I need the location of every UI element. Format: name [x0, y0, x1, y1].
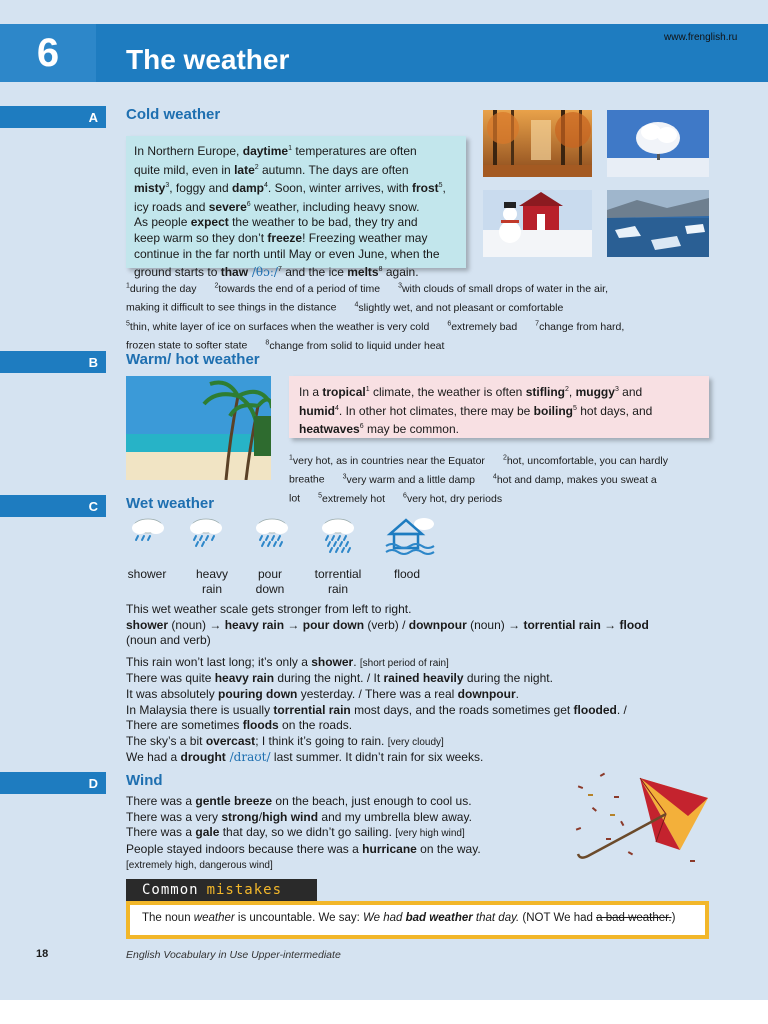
- gloss-entry: $^1$very hot, as in countries near the Equator: [289, 454, 485, 467]
- paragraph-line: keep warm so they don’t freeze! Freezing weather may: [134, 230, 428, 245]
- paragraph-line: In a tropical$^1$ climate, the weather is often stifling$^2$, muggy$^3$ and: [299, 385, 643, 399]
- paragraph-line: In Northern Europe, daytime$^1$ temperatures are often: [134, 144, 417, 158]
- section-a-title: Cold weather: [126, 106, 221, 123]
- common-mistakes-box: The noun weather is uncountable. We say: We had bad weather that day. (NOT We had a bad weather.): [126, 901, 709, 939]
- hot-weather-paragraph: [299, 382, 699, 438]
- common-mistakes-label-accent: mistakes: [206, 882, 283, 898]
- gloss-entry: $^2$hot, uncomfortable, you can hardly: [502, 454, 668, 467]
- gloss-line: [289, 488, 668, 507]
- scale-label: heavy rain: [195, 567, 229, 596]
- common-mistakes-tab: [126, 879, 317, 901]
- unit-title: The weather: [126, 44, 290, 75]
- section-c-tab: C: [0, 495, 106, 517]
- section-d-title: Wind: [126, 772, 163, 789]
- cold-weather-paragraph: [134, 141, 458, 281]
- paragraph-line: humid$^4$. In other hot climates, there may be boiling$^5$ hot days, and: [299, 403, 653, 418]
- section-a-tab: A: [0, 106, 106, 128]
- scale-label: pour down: [255, 567, 285, 596]
- text-line: There was a very strong/high wind and my umbrella blew away.: [126, 809, 472, 824]
- frosty-tree-photo: [607, 110, 709, 177]
- unit-header-bar: [0, 24, 768, 82]
- gloss-line: [126, 278, 624, 297]
- gloss-line: [289, 450, 668, 469]
- gloss-entry: $^6$very hot, dry periods: [403, 492, 503, 505]
- paragraph-line: continue in the far north until May or even June, when the: [134, 246, 440, 261]
- gloss-entry: frozen state to softer state: [126, 339, 248, 352]
- wet-weather-text: [126, 602, 649, 766]
- paragraph-line: quite mild, even in late$^2$ autumn. The days are often: [134, 162, 409, 177]
- scale-label: flood: [393, 567, 421, 581]
- paragraph-line: heatwaves$^6$ may be common.: [299, 422, 459, 437]
- gloss-entry: breathe: [289, 473, 325, 486]
- gloss-entry: $^6$extremely bad: [447, 320, 518, 333]
- cold-weather-glossary: [126, 278, 624, 354]
- section-b-tab: B: [0, 351, 106, 373]
- cold-weather-text-box: [126, 136, 466, 280]
- text-line: There was quite heavy rain during the night. / It rained heavily during the night.: [126, 671, 553, 686]
- gloss-entry: making it difficult to see things in the distance: [126, 301, 337, 314]
- text-line: There was a gentle breeze on the beach, just enough to cool us.: [126, 794, 472, 808]
- torrential-rain-icon: [318, 516, 358, 556]
- paragraph-line: misty$^3$, foggy and damp$^4$. Soon, winter arrives, with frost$^5$,: [134, 181, 446, 196]
- gloss-entry: $^4$slightly wet, and not pleasant or comfortable: [354, 301, 564, 314]
- paragraph-line: ground starts to thaw /θɔː/$^7$ and the ice melts$^8$ again.: [134, 265, 419, 280]
- page-number: 18: [36, 948, 49, 960]
- gloss-entry: $^5$extremely hot: [318, 492, 386, 505]
- gloss-entry: $^8$change from solid to liquid under heat: [265, 339, 445, 352]
- gloss-entry: $^7$change from hard,: [535, 320, 625, 333]
- text-line: This wet weather scale gets stronger from left to right.: [126, 602, 412, 616]
- gloss-entry: $^2$towards the end of a period of time: [214, 282, 381, 295]
- section-d-tab: D: [0, 772, 106, 794]
- text-line: (noun and verb): [126, 633, 211, 648]
- hot-weather-glossary: [289, 450, 668, 507]
- shower-icon: [128, 516, 168, 556]
- snowman-photo: [483, 190, 592, 257]
- melting-ice-photo: [607, 190, 709, 257]
- heavy-rain-icon: [186, 516, 226, 556]
- text-line: We had a drought /draʊt/ last summer. It didn’t rain for six weeks.: [126, 750, 484, 765]
- common-mistakes-label: Common: [142, 882, 199, 898]
- gloss-entry: $^3$very warm and a little damp: [342, 473, 475, 486]
- text-line: shower (noun) → heavy rain → pour down (verb) / downpour (noun) → torrential rain → flood: [126, 617, 649, 632]
- gloss-line: [126, 297, 624, 316]
- pour-down-icon: [252, 516, 292, 556]
- gloss-entry: $^3$with clouds of small drops of water in the air,: [398, 282, 608, 295]
- gloss-entry: lot: [289, 492, 301, 505]
- book-title: English Vocabulary in Use Upper-intermediate: [126, 949, 341, 961]
- section-c-title: Wet weather: [126, 495, 215, 512]
- text-line: The sky’s a bit overcast; I think it’s going to rain. [very cloudy]: [126, 733, 444, 748]
- gloss-entry: $^4$hot and damp, makes you sweat a: [492, 473, 657, 486]
- autumn-forest-photo: [483, 110, 592, 177]
- wind-text: [126, 794, 481, 874]
- gloss-line: [289, 469, 668, 488]
- website-url[interactable]: www.frenglish.ru: [664, 32, 738, 43]
- hot-weather-text-box: [289, 376, 709, 438]
- gloss-entry: $^5$thin, white layer of ice on surfaces when the weather is very cold: [126, 320, 430, 333]
- text-line: [extremely high, dangerous wind]: [126, 860, 273, 872]
- text-line: There are sometimes floods on the roads.: [126, 718, 353, 733]
- gloss-line: [126, 316, 624, 335]
- scale-label: shower: [127, 567, 167, 581]
- section-b-title: Warm/ hot weather: [126, 351, 260, 368]
- flood-icon: [384, 516, 436, 556]
- paragraph-line: As people expect the weather to be bad, they try and: [134, 215, 418, 230]
- text-line: It was absolutely pouring down yesterday. / There was a real downpour.: [126, 686, 519, 701]
- text-line: This rain won’t last long; it’s only a shower. [short period of rain]: [126, 654, 449, 669]
- text-line: People stayed indoors because there was a hurricane on the way.: [126, 841, 481, 856]
- gloss-entry: $^1$during the day: [126, 282, 197, 295]
- tropical-beach-photo: [126, 376, 271, 480]
- windblown-umbrella-icon: [570, 768, 710, 868]
- scale-label: torrential rain: [314, 567, 362, 596]
- unit-number: 6: [0, 24, 96, 82]
- text-line: There was a gale that day, so we didn’t go sailing. [very high wind]: [126, 825, 465, 840]
- text-line: In Malaysia there is usually torrential rain most days, and the roads sometimes get flooded. /: [126, 702, 627, 717]
- paragraph-line: icy roads and severe$^6$ weather, including heavy snow.: [134, 199, 420, 214]
